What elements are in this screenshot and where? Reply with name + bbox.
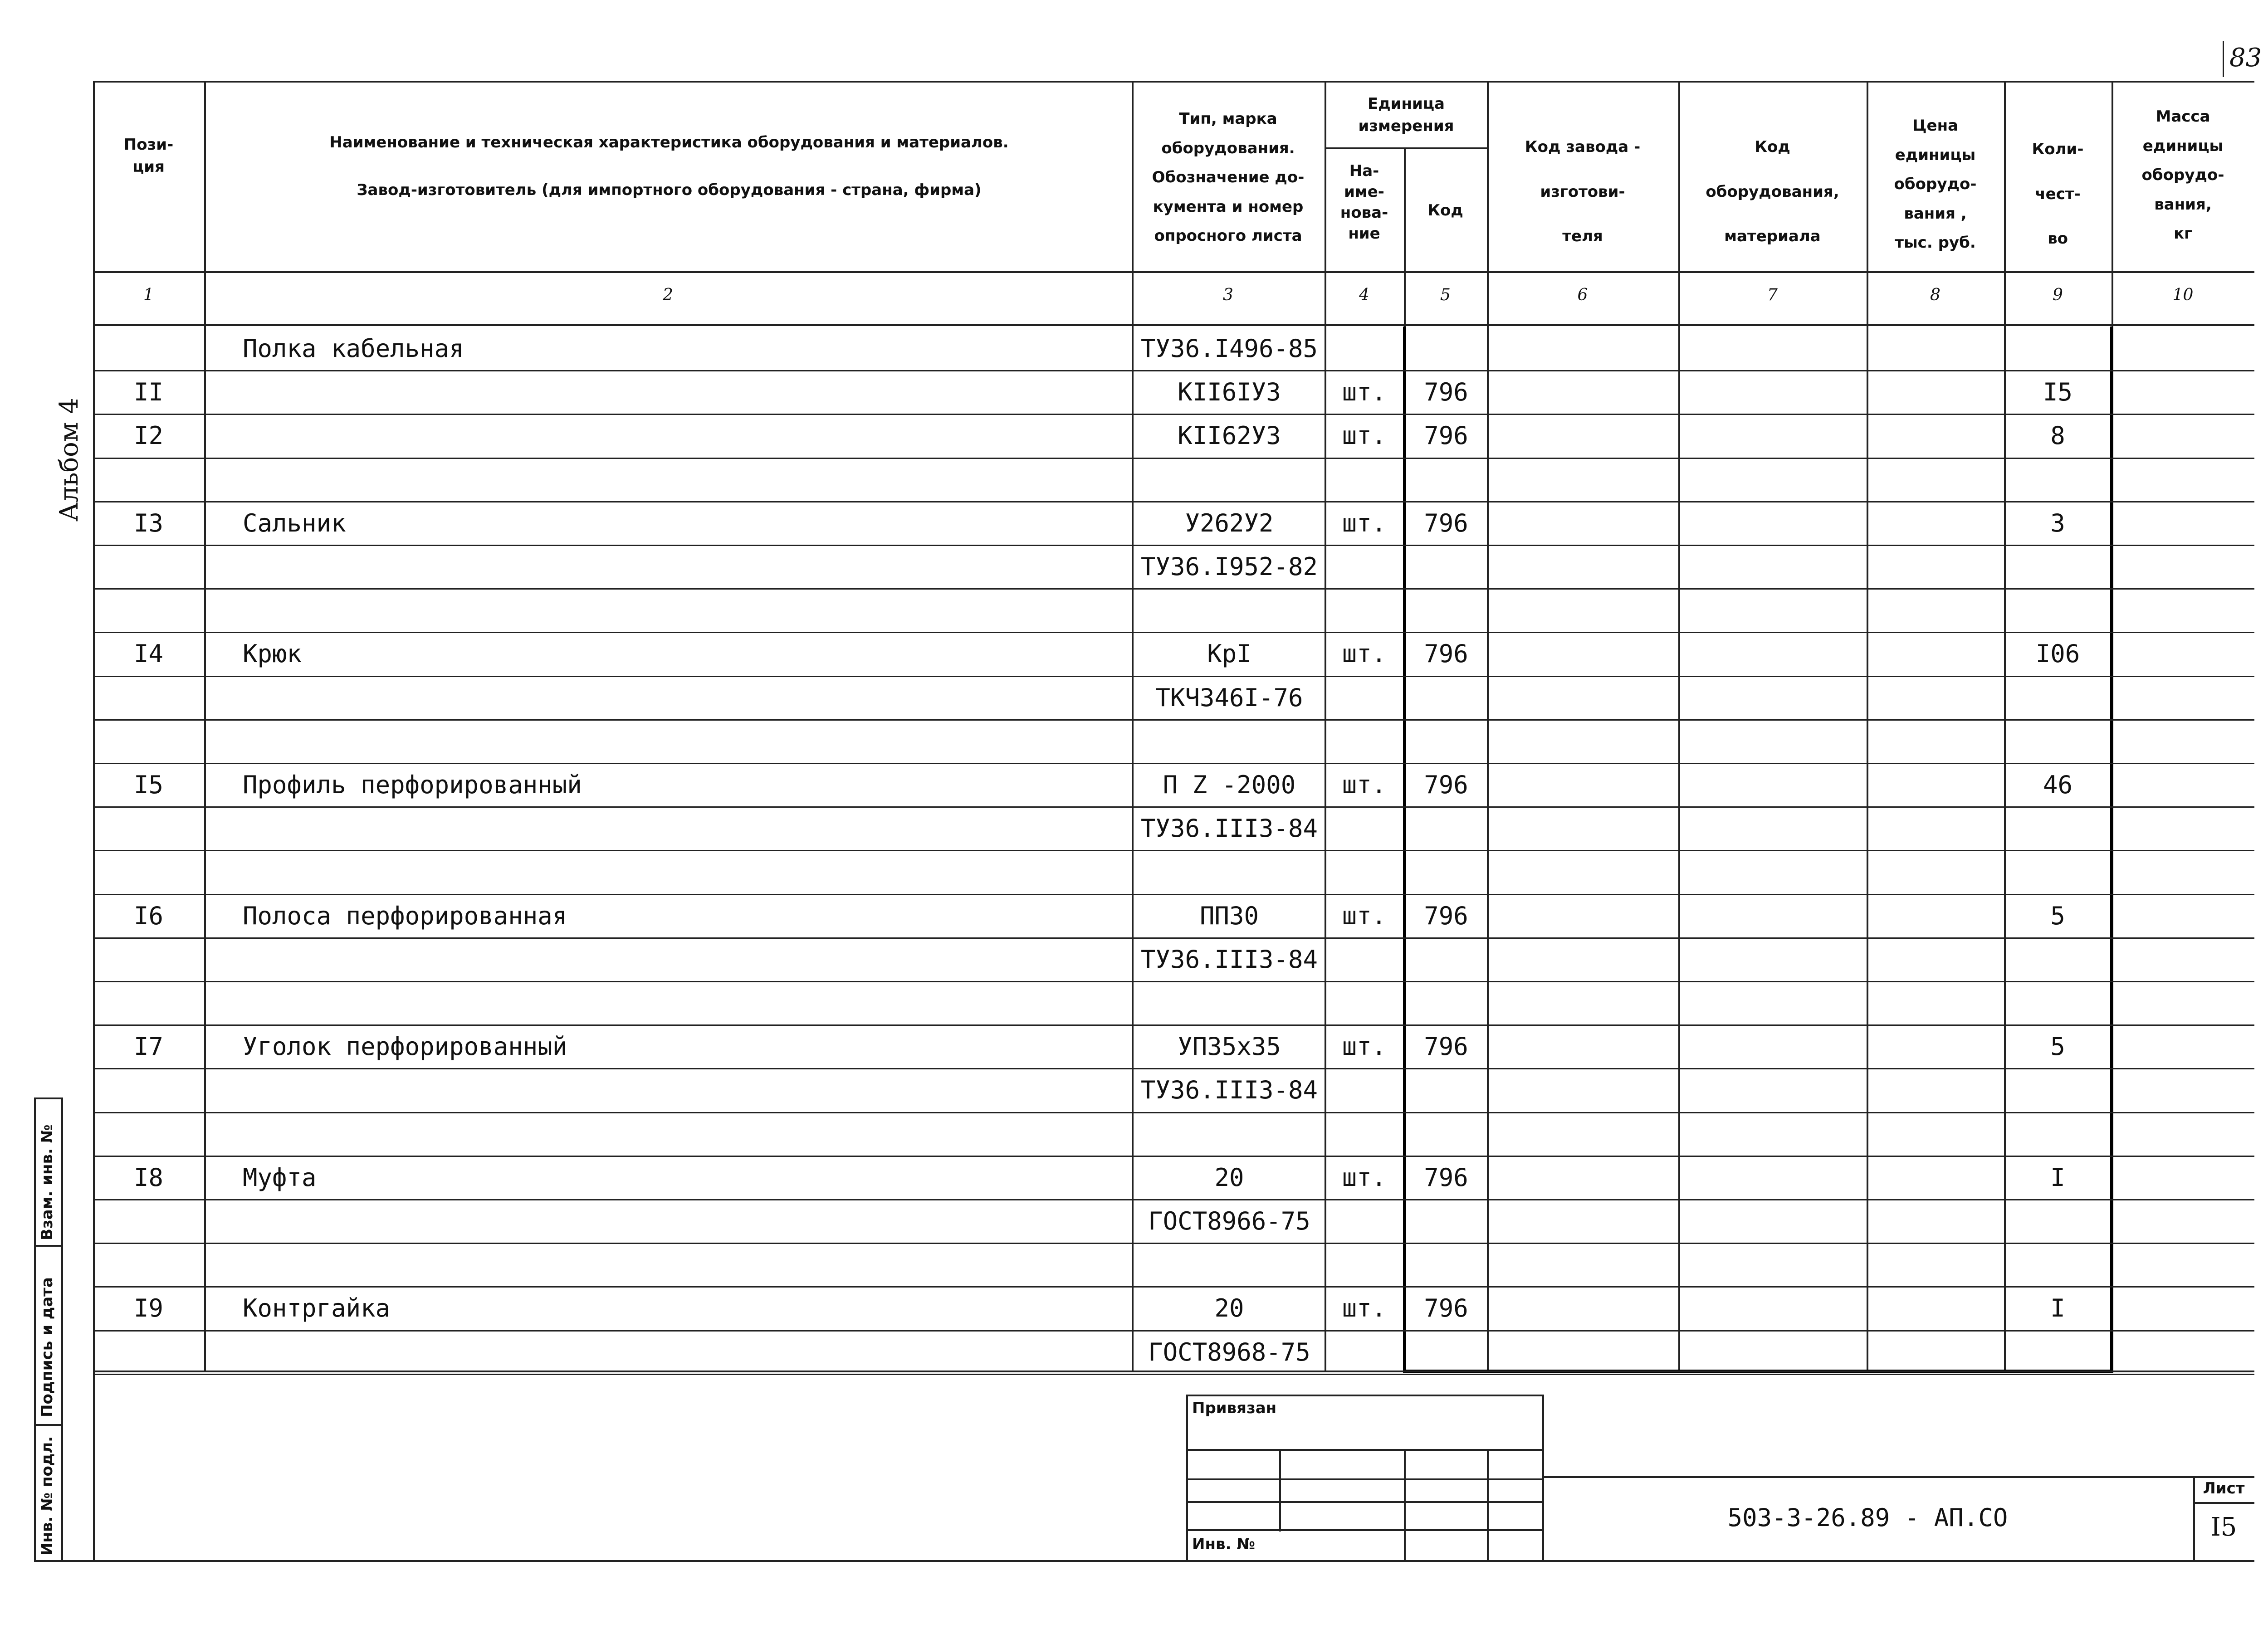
side-label-inv-podl: Инв. № подл. (38, 1436, 56, 1556)
row-divider (93, 501, 2254, 502)
row-unit-code: 796 (1424, 771, 1468, 799)
row-type: ГОСТ8966-75 (1148, 1207, 1310, 1235)
row-divider (93, 719, 2254, 721)
header-type: Тип, марка оборудования. Обозначение до- кумента и номер опросного листа (1152, 110, 1305, 245)
row-position: I4 (133, 639, 164, 668)
row-divider (93, 894, 2254, 895)
row-unit: шт. (1342, 1032, 1387, 1061)
row-quantity: 5 (2050, 1032, 2065, 1061)
row-divider (93, 1374, 2254, 1375)
row-divider (93, 1243, 2254, 1244)
row-quantity: I5 (2043, 378, 2073, 407)
row-type: 20 (1214, 1163, 1244, 1192)
row-type: ТУ36.III3-84 (1140, 945, 1318, 974)
row-name: Профиль перфорированный (243, 771, 582, 799)
page-number: 83 (2229, 43, 2262, 73)
row-position: I6 (133, 901, 164, 930)
header-name-line2: Завод-изготовитель (для импортного оборудования - страна, фирма) (357, 181, 982, 199)
row-quantity: 8 (2050, 421, 2065, 450)
header-quantity: Коли- чест- во (2032, 140, 2084, 248)
row-type: 20 (1214, 1294, 1244, 1323)
row-position: II (133, 378, 164, 407)
row-quantity: I (2050, 1294, 2065, 1323)
row-name: Сальник (243, 508, 346, 537)
row-quantity: 46 (2043, 771, 2073, 799)
header-position: Пози- ция (123, 136, 174, 176)
row-type: ТУ36.I952-82 (1140, 552, 1318, 581)
stamp-privyazan: Привязан (1192, 1399, 1277, 1417)
row-name: Уголок перфорированный (243, 1032, 567, 1061)
row-divider (93, 763, 2254, 764)
row-unit: шт. (1342, 421, 1387, 450)
row-unit-code: 796 (1424, 508, 1468, 537)
row-type: КII62У3 (1178, 421, 1281, 450)
row-type: ТУ36.III3-84 (1140, 1076, 1318, 1105)
row-quantity: 3 (2050, 508, 2065, 537)
row-divider (93, 1156, 2254, 1157)
row-unit: шт. (1342, 639, 1387, 668)
row-name: Муфта (243, 1163, 317, 1192)
document-code: 503-3-26.89 - АП.СО (1727, 1503, 2008, 1532)
row-type: ГОСТ8968-75 (1148, 1337, 1310, 1366)
side-label-vzam-inv: Взам. инв. № (38, 1124, 56, 1240)
row-divider (93, 1199, 2254, 1200)
row-type: ТУ36.I496-85 (1140, 334, 1318, 363)
row-divider (93, 981, 2254, 982)
row-divider (93, 632, 2254, 633)
row-unit: шт. (1342, 901, 1387, 930)
row-type: УП35х35 (1178, 1032, 1281, 1061)
row-divider (93, 414, 2254, 415)
row-name: Крюк (243, 639, 302, 668)
row-unit: шт. (1342, 378, 1387, 407)
row-unit-code: 796 (1424, 1294, 1468, 1323)
row-type: ТКЧ346I-76 (1155, 683, 1303, 712)
row-name: Полоса перфорированная (243, 901, 567, 930)
row-divider (93, 937, 2254, 939)
row-name: Контргайка (243, 1294, 391, 1323)
row-divider (93, 370, 2254, 371)
row-quantity: I (2050, 1163, 2065, 1192)
stamp-inv-no: Инв. № (1192, 1535, 1256, 1553)
row-quantity: I06 (2035, 639, 2080, 668)
header-unit-name: На- име- нова- ние (1340, 162, 1388, 243)
row-unit-code: 796 (1424, 1032, 1468, 1061)
row-divider (93, 1112, 2254, 1113)
row-unit: шт. (1342, 508, 1387, 537)
row-unit: шт. (1342, 771, 1387, 799)
row-divider (93, 1330, 2254, 1332)
header-mass: Масса единицы оборудо- вания, кг (2141, 107, 2224, 243)
row-unit-code: 796 (1424, 378, 1468, 407)
row-divider (93, 458, 2254, 459)
row-unit: шт. (1342, 1163, 1387, 1192)
row-quantity: 5 (2050, 901, 2065, 930)
row-type: КрI (1207, 639, 1251, 668)
row-divider (93, 1068, 2254, 1069)
row-position: I2 (133, 421, 164, 450)
row-divider (93, 1286, 2254, 1288)
row-position: I8 (133, 1163, 164, 1192)
row-type: П Z -2000 (1163, 771, 1296, 799)
row-unit-code: 796 (1424, 901, 1468, 930)
row-position: I9 (133, 1294, 164, 1323)
row-divider (93, 676, 2254, 677)
row-position: I3 (133, 508, 164, 537)
header-factory-code: Код завода - изготови- теля (1525, 138, 1641, 246)
row-unit-code: 796 (1424, 1163, 1468, 1192)
sheet-number: I5 (2210, 1512, 2237, 1542)
row-name: Полка кабельная (243, 334, 464, 363)
row-type: ПП30 (1199, 901, 1259, 930)
row-divider (93, 545, 2254, 546)
row-position: I7 (133, 1032, 164, 1061)
header-price: Цена единицы оборудо- вания , тыс. руб. (1894, 117, 1977, 252)
sheet-label: Лист (2203, 1479, 2245, 1497)
album-label: Альбом 4 (54, 398, 84, 522)
row-divider (93, 588, 2254, 590)
row-unit: шт. (1342, 1294, 1387, 1323)
row-type: КII6IУ3 (1178, 378, 1281, 407)
row-unit-code: 796 (1424, 639, 1468, 668)
side-label-podpis-data: Подпись и дата (38, 1277, 56, 1417)
row-divider (93, 850, 2254, 851)
row-type: ТУ36.III3-84 (1140, 814, 1318, 843)
row-divider (93, 1024, 2254, 1026)
header-equipment-code: Код оборудования, материала (1706, 138, 1839, 246)
row-unit-code: 796 (1424, 421, 1468, 450)
header-unit-group: Единица измерения (1358, 95, 1454, 136)
header-unit-code: Код (1427, 201, 1463, 219)
row-position: I5 (133, 771, 164, 799)
header-name-line1: Наименование и техническая характеристика оборудования и материалов. (329, 133, 1009, 151)
page-number-divider (2223, 41, 2224, 77)
row-divider (93, 806, 2254, 808)
row-type: У262У2 (1185, 508, 1274, 537)
